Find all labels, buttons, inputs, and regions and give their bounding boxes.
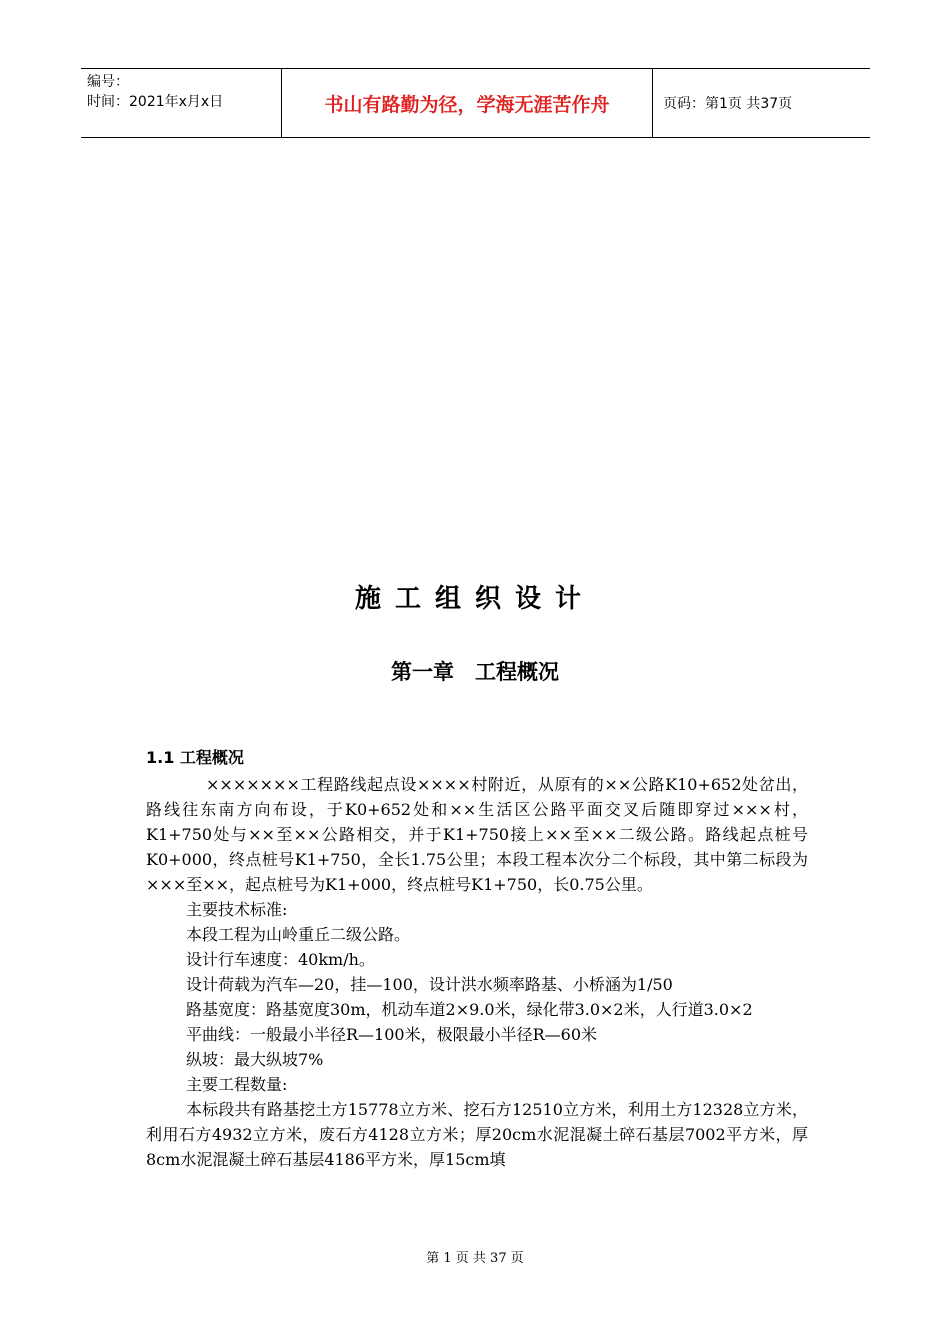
paragraph-curve: 平曲线：一般最小半径R—100米，极限最小半径R—60米 [186,1025,597,1044]
paragraph-overview: ×××××××工程路线起点设××××村附近，从原有的××公路K10+652处岔出，路线往东南方向布设，于K0+652处和××生活区公路平面交叉后随即穿过×××村，K1+750处与××至××公路相交，并于K1+750接上××至××二级公路。路线起点桩号K0+000，终点桩号K1+750，全长1.75公里；本段工程本次分二个标段，其中第二标段为×××至××，起点桩号为K1+000，终点桩号K1+750，长0.75公里。 [146,775,808,894]
page-footer: 第 1 页 共 37 页 [426,1251,524,1266]
paragraph-load: 设计荷载为汽车—20，挂—100，设计洪水频率路基、小桥涵为1/50 [186,975,673,994]
document-body [146,744,808,1172]
paragraph-quantities: 本标段共有路基挖土方15778立方米、挖石方12510立方米，利用土方12328立方米，利用石方4932立方米，废石方4128立方米；厚20cm水泥混凝土碎石基层7002平方米，厚8cm水泥混凝土碎石基层4186平方米，厚15cm填 [146,1100,808,1169]
document-title: 施工组织设计 [354,584,595,614]
paragraph-quantities-label: 主要工程数量: [186,1075,288,1094]
number-label: 编号： [87,74,129,90]
header-table [81,68,870,138]
paragraph-slope: 纵坡：最大纵坡7% [186,1050,324,1069]
chapter-heading: 第一章 工程概况 [391,660,559,684]
header-motto: 书山有路勤为径，学海无涯苦作舟 [281,69,653,137]
paragraph-standards-label: 主要技术标准: [186,900,288,919]
header-meta [81,69,281,137]
time-label: 时间：2021年x月x日 [87,94,224,110]
paragraph-road-class: 本段工程为山岭重丘二级公路。 [186,925,411,944]
header-page-info: 页码：第1页 共37页 [663,96,793,112]
paragraph-speed: 设计行车速度：40km/h。 [186,950,375,969]
paragraph-width: 路基宽度：路基宽度30m，机动车道2×9.0米，绿化带3.0×2米，人行道3.0×2 [186,1000,753,1019]
section-heading: 1.1 工程概况 [146,748,244,767]
